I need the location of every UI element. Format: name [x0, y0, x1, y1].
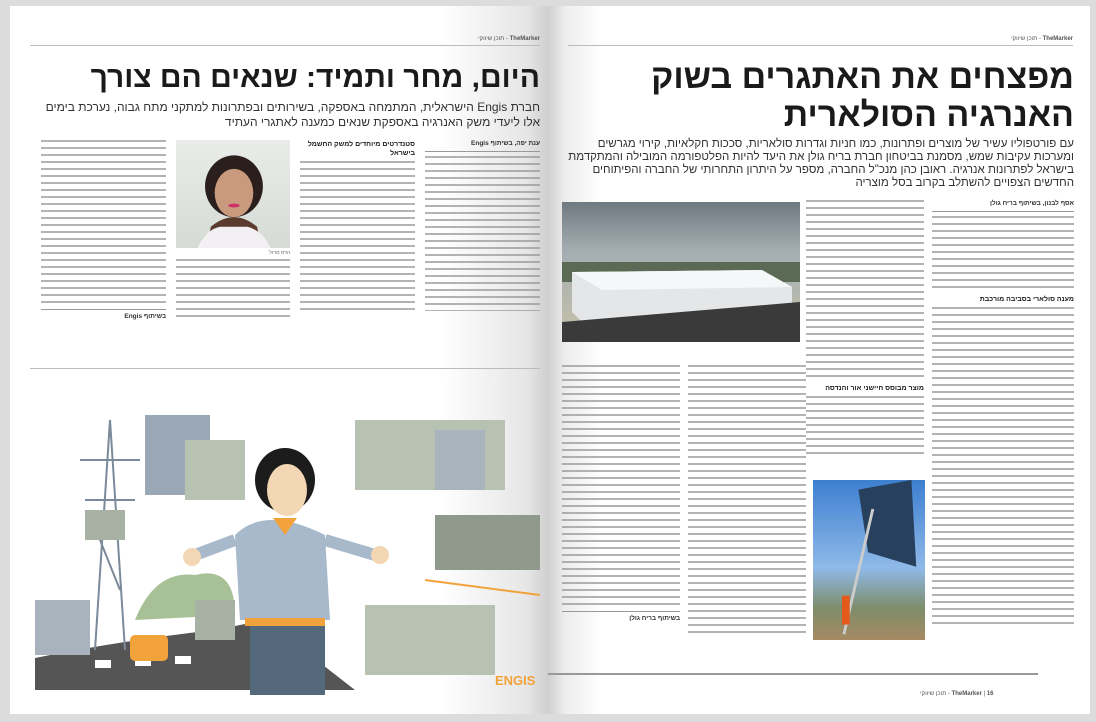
right-page: [548, 6, 1090, 714]
header-section: תוכן שיווקי: [1011, 36, 1038, 42]
title-line-1: מפצחים את האתגרים בשוק: [651, 58, 1074, 96]
solar-transformer-icon: [365, 605, 495, 675]
header-separator: -: [1037, 36, 1041, 42]
header-brand: TheMarker: [1042, 36, 1073, 42]
article-body: [562, 58, 1074, 640]
header-separator: -: [504, 36, 508, 42]
factory-photo: [562, 202, 800, 342]
page-footer: [920, 690, 994, 698]
left-page: [10, 6, 548, 714]
page-header: [568, 34, 1073, 46]
footer-brand: TheMarker: [951, 691, 982, 697]
footer-rule: [548, 673, 1038, 675]
columns: [30, 140, 540, 328]
subhead: סטנדרטים מיוחדים למשק החשמל בישראל: [307, 141, 415, 157]
footer-separator: |: [981, 691, 986, 697]
column-2: [806, 200, 924, 456]
column-3: [688, 365, 806, 635]
footer-separator: -: [946, 691, 950, 697]
portrait-photo: [176, 140, 290, 248]
subhead-2: מוצר מבוסס חיישני אור והנדסה: [825, 385, 924, 392]
header-brand: TheMarker: [509, 36, 540, 42]
columns: [562, 200, 1074, 640]
column-3: [176, 140, 290, 319]
article-subtitle: עם פורטפוליו עשיר של מוצרים ופתרונות, כמו חניות וגדרות סולאריות, סככות חקלאיות, קירוי מגרשים ומערכות עקיבות שמש, מסמנת בביטחון חברת בריח גולן את היעד להיות הפלטפורמה המובילה והמתקדמת בישראל לפתרונות אנרגיה. ראובן כהן מנכ"ל החברה, מספר על היתרון התחרותי של החברה והפיתוחים החדשים הצפויים להשתלב בקרוב בסל מוצריה: [568, 138, 1074, 189]
photo-caption: הדס מרזל: [269, 250, 290, 256]
title-line-2: האנרגיה הסולארית: [783, 96, 1074, 134]
car-icon: [130, 635, 168, 661]
sponsor-line: בשיתוף Engis: [41, 309, 166, 324]
article-subtitle: חברת Engis הישראלית, המתמחה באספקה, בשירותים ובפתרונות למתקני מתח גבוה, נערכת בימים אלו ליעדי משק האנרגיה באספקת שנאים כמענה לאתגרי העתיד: [45, 100, 540, 129]
subhead-1: מענה סולארי בסביבה מורכבת: [979, 296, 1074, 303]
header-section: תוכן שיווקי: [478, 36, 505, 42]
divider: [30, 368, 540, 369]
sponsor-line: בשיתוף בריח גולן: [562, 611, 680, 626]
illustration-engis: [35, 390, 540, 695]
article-body: [30, 60, 540, 328]
article-title: היום, מחר ותמיד: שנאים הם צורך: [90, 61, 540, 94]
column-4: [41, 140, 166, 328]
page-header: [30, 34, 540, 46]
column-4: [562, 365, 680, 630]
solar-tracker-photo: [813, 480, 925, 640]
transformers-icon: [435, 515, 540, 570]
footer-section: תוכן שיווקי: [920, 691, 947, 697]
column-2: [300, 140, 415, 311]
page-number: 16: [986, 691, 994, 697]
engis-logo: ENGIS: [495, 673, 536, 688]
article-title: [562, 58, 1074, 134]
byline: אסף לבנון, בשיתוף בריח גולן: [932, 200, 1074, 212]
byline: ענת יפה, בשיתוף Engis: [425, 140, 540, 152]
column-1: [932, 200, 1074, 627]
column-1: [425, 140, 540, 311]
